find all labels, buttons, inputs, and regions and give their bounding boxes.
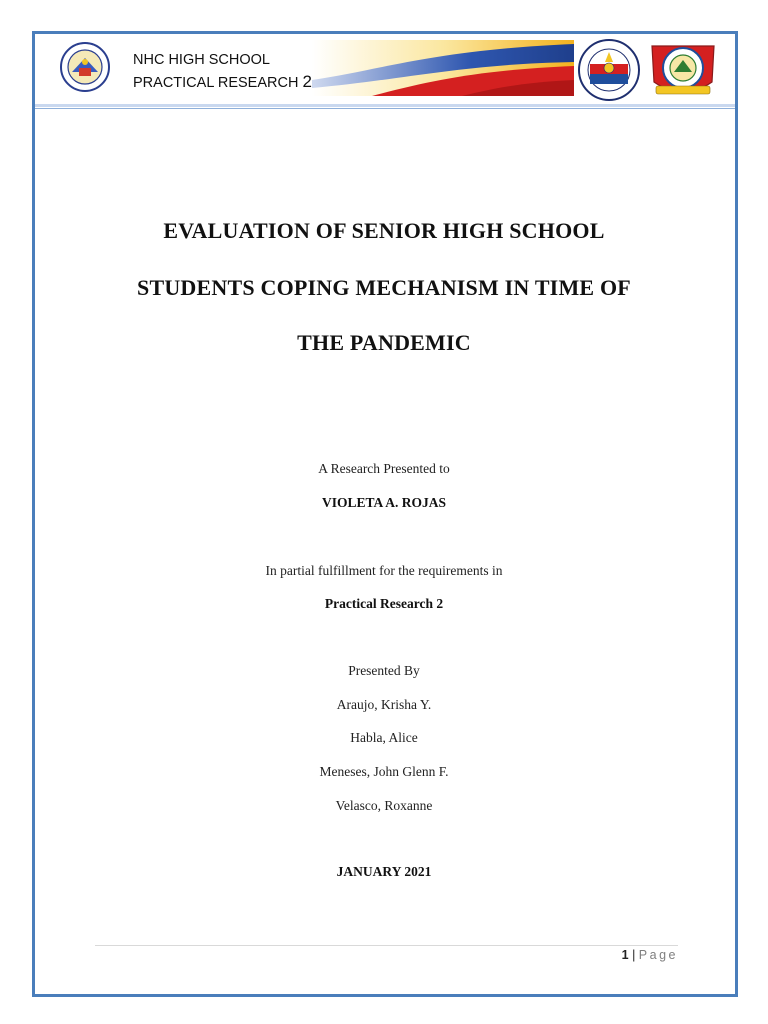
adviser-name: VIOLETA A. ROJAS <box>322 495 446 510</box>
page-border <box>32 31 738 997</box>
author-name: Habla, Alice <box>350 730 418 745</box>
school-seal-icon <box>646 38 720 102</box>
page-separator: | <box>632 948 636 962</box>
subject-text: PRACTICAL RESEARCH <box>133 75 299 91</box>
subject-number: 2 <box>302 72 312 91</box>
fulfillment-label: In partial fulfillment for the requirements in <box>265 563 503 578</box>
title-line-1: EVALUATION OF SENIOR HIGH SCHOOL <box>163 218 605 243</box>
school-header-text <box>133 50 312 94</box>
presented-to-label: A Research Presented to <box>318 461 450 476</box>
title-line-3: THE PANDEMIC <box>297 330 471 355</box>
presented-by-label: Presented By <box>348 663 420 678</box>
page-number-footer <box>600 948 678 962</box>
title-line-2: STUDENTS COPING MECHANISM IN TIME OF <box>137 275 631 300</box>
author-name: Meneses, John Glenn F. <box>319 764 449 779</box>
subject-line <box>133 71 312 94</box>
school-name: NHC HIGH SCHOOL <box>133 52 270 68</box>
course-name: Practical Research 2 <box>324 596 444 611</box>
header-divider-thin <box>35 108 735 109</box>
submission-date: JANUARY 2021 <box>336 864 432 879</box>
header-divider <box>35 104 735 107</box>
author-name: Velasco, Roxanne <box>335 798 433 813</box>
footer-divider <box>95 945 678 946</box>
page-label: Page <box>638 948 678 962</box>
deped-seal-icon <box>50 42 120 92</box>
banner-swoosh-graphic <box>312 40 574 96</box>
page-number: 1 <box>621 948 629 962</box>
author-name: Araujo, Krisha Y. <box>336 697 432 712</box>
division-seal-icon <box>576 38 642 102</box>
